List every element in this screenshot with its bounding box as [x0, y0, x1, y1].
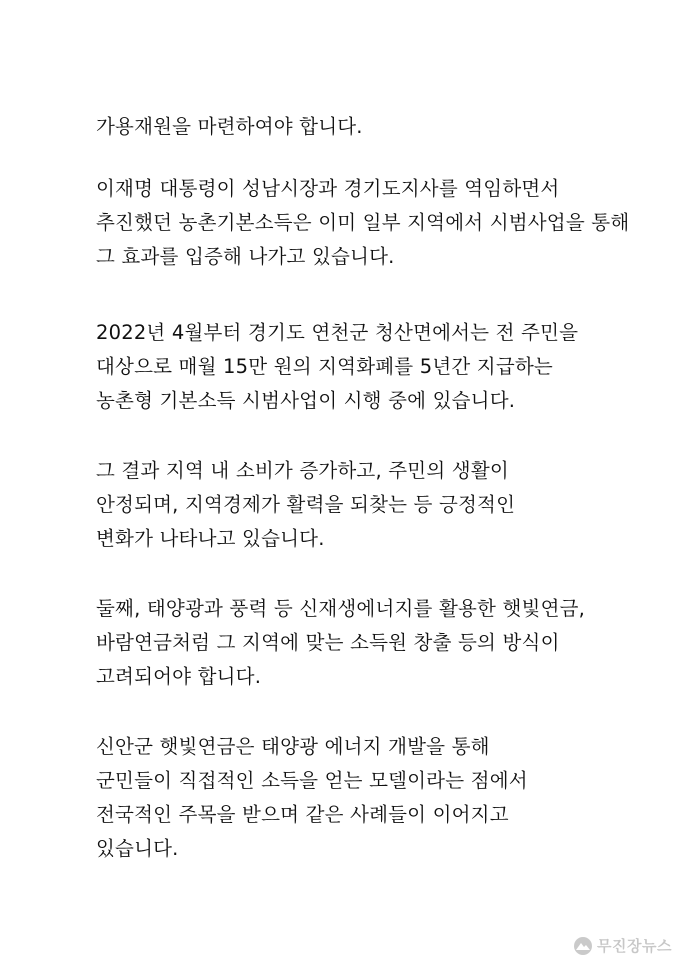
text-line: 고려되어야 합니다. — [96, 665, 262, 688]
text-line: 둘째, 태양광과 풍력 등 신재생에너지를 활용한 햇빛연금, — [96, 597, 586, 620]
text-line: 안정되며, 지역경제가 활력을 되찾는 등 긍정적인 — [96, 493, 516, 516]
text-line: 이재명 대통령이 성남시장과 경기도지사를 역임하면서 — [96, 177, 560, 200]
paragraph-3 — [96, 316, 596, 418]
text-line: 바람연금처럼 그 지역에 맞는 소득원 창출 등의 방식이 — [96, 631, 560, 654]
text-line: 군민들이 직접적인 소득을 얻는 모델이라는 점에서 — [96, 769, 528, 792]
paragraph-2 — [96, 172, 630, 274]
watermark — [573, 935, 672, 956]
text-line: 농촌형 기본소득 시범사업이 시행 중에 있습니다. — [96, 389, 516, 412]
text-line: 있습니다. — [96, 837, 179, 860]
paragraph-5 — [96, 592, 596, 694]
text-line: 가용재원을 마련하여야 합니다. — [96, 115, 363, 138]
text-line: 추진했던 농촌기본소득은 이미 일부 지역에서 시범사업을 통해 — [96, 211, 630, 234]
paragraph-6 — [96, 730, 596, 866]
mountain-logo-icon — [573, 936, 593, 956]
watermark-text: 무진장뉴스 — [597, 937, 672, 955]
paragraph-1 — [96, 110, 596, 144]
text-line: 2022년 4월부터 경기도 연천군 청산면에서는 전 주민을 — [96, 321, 579, 344]
text-line: 대상으로 매월 15만 원의 지역화폐를 5년간 지급하는 — [96, 355, 553, 378]
paragraph-4 — [96, 454, 596, 556]
text-line: 신안군 햇빛연금은 태양광 에너지 개발을 통해 — [96, 735, 490, 758]
text-line: 변화가 나타나고 있습니다. — [96, 527, 325, 550]
text-line: 그 결과 지역 내 소비가 증가하고, 주민의 생활이 — [96, 459, 509, 482]
text-line: 그 효과를 입증해 나가고 있습니다. — [96, 245, 395, 268]
text-line: 전국적인 주목을 받으며 같은 사례들이 이어지고 — [96, 803, 509, 826]
